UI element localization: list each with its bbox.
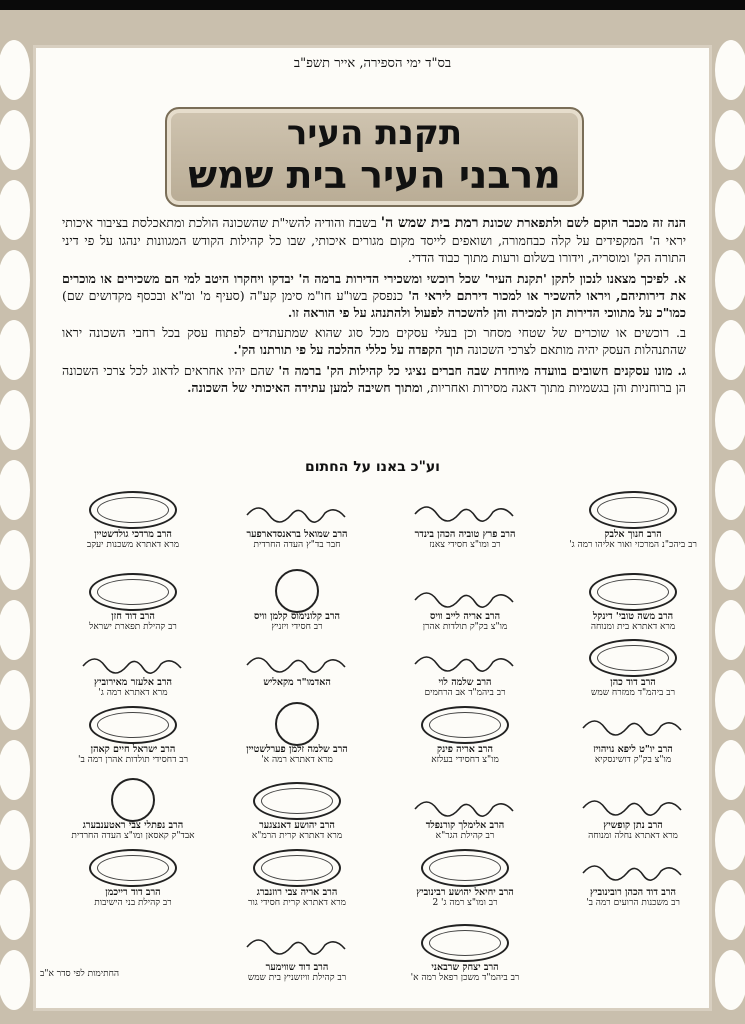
frame-scallop bbox=[715, 880, 745, 940]
section-b-text: ב. רוכשים או שוכרים של שטחי מסחר וכן בעלי עסקים מכל סוג שהוא שמתעתדים לפתוח עסק בכל רחבי השכונה יראו שהתנהלות העסק יהיה מותאם לצרכי השכונה bbox=[62, 325, 686, 358]
signature-mark bbox=[212, 776, 382, 820]
frame-scallop bbox=[0, 950, 30, 1010]
frame-scallop bbox=[0, 110, 30, 170]
intro-lead: הנה זה מכבר הוקם לשם ולתפארת שכונת bbox=[482, 215, 686, 230]
signer-name: הרב שלמה לוי bbox=[438, 677, 492, 688]
signer-role: רב ומו"צ רמה ג' 2 bbox=[432, 898, 498, 908]
signature-block bbox=[548, 485, 718, 551]
signer-role: מרא דאתרא רמה א' bbox=[261, 755, 333, 765]
signature-block bbox=[380, 485, 550, 551]
handwritten-signature-icon bbox=[242, 637, 352, 677]
signer-name: הרב משה טובי' דינקל bbox=[592, 611, 674, 622]
section-a-text: כנפסק בשו"ע חו"מ סימן קע"ה (סעיף מ' ומ"א ובכסף מקדושים שם) bbox=[62, 287, 403, 303]
signature-mark bbox=[380, 776, 550, 820]
signature-block bbox=[380, 843, 550, 909]
signature-mark bbox=[212, 918, 382, 962]
frame-scallop bbox=[715, 320, 745, 380]
frame-scallop bbox=[715, 810, 745, 870]
signer-role: רב ביהכ"נ המרכזי ואור אליהו רמה ג' bbox=[569, 540, 697, 550]
stamp-icon bbox=[253, 849, 341, 887]
frame-scallop bbox=[0, 880, 30, 940]
signature-mark bbox=[548, 776, 718, 820]
signature-mark bbox=[212, 485, 382, 529]
signature-block bbox=[548, 567, 718, 633]
signature-mark bbox=[548, 700, 718, 744]
signer-name: הרב אריה פינק bbox=[437, 744, 493, 755]
signature-mark bbox=[48, 843, 218, 887]
frame-scallop bbox=[0, 670, 30, 730]
title-line-1: תקנת העיר bbox=[286, 113, 463, 153]
intro-place: רמת בית שמש ה' bbox=[380, 215, 479, 231]
handwritten-signature-icon bbox=[410, 571, 520, 611]
intro-text: בשבח והודיה להשי"ת שהשכונה הולכת ומתאכלסת בציבור איכותי יראי ה' המקפידים על קלה כבחמורה, ושואפים לייסד מקום מגורים איכותי, שבו כל קהילות הקודש המגוונות ינהגו על פי דיני התורה הק' ומוסריה, וידורו בשלום ורעות מתוך כבוד הדדי. bbox=[62, 215, 686, 266]
stamp-icon bbox=[421, 924, 509, 962]
signer-name: הרב נתן קופשיץ bbox=[603, 820, 663, 831]
signer-role: רב חסידי ויזניץ bbox=[271, 622, 323, 632]
frame-scallop bbox=[0, 180, 30, 240]
frame-scallop bbox=[715, 180, 745, 240]
frame-scallop bbox=[0, 250, 30, 310]
top-bar bbox=[0, 0, 745, 10]
frame-scallop bbox=[715, 110, 745, 170]
signer-role: חבר בד"ץ העדה החרדית bbox=[253, 540, 341, 550]
signer-name: הרב נפתלי צבי ראטענבערג bbox=[82, 820, 184, 831]
signer-role: מו"צ בק"ק דושינסקיא bbox=[594, 755, 672, 765]
signer-role: מרא דאתרא משכנות יעקב bbox=[86, 540, 180, 550]
signer-name: הרב שמואל בראנסדארפער bbox=[246, 529, 348, 540]
signer-role: מרא דאתרא רמה ג' bbox=[98, 688, 168, 698]
frame-scallop bbox=[715, 950, 745, 1010]
stamp-icon bbox=[275, 569, 319, 613]
signer-name: הרב אריה לייב וויס bbox=[429, 611, 501, 622]
signature-mark bbox=[212, 633, 382, 677]
handwritten-signature-icon bbox=[78, 637, 188, 677]
signature-block bbox=[380, 918, 550, 984]
signer-name: הרב דוד כהן bbox=[610, 677, 656, 688]
signature-mark bbox=[548, 633, 718, 677]
signature-mark bbox=[212, 700, 382, 744]
signature-block bbox=[48, 700, 218, 766]
signer-name: הרב יחיאל יהושע רבינוביץ bbox=[416, 887, 514, 898]
frame-scallop bbox=[0, 810, 30, 870]
signature-block bbox=[48, 485, 218, 551]
signature-block bbox=[212, 633, 382, 688]
signer-name: הרב דוד הכהן רובינוביץ bbox=[590, 887, 676, 898]
handwritten-signature-icon bbox=[578, 704, 688, 744]
signature-mark bbox=[380, 918, 550, 962]
signer-role: מרא דאתרא בית ומנוחה bbox=[590, 622, 676, 632]
signature-mark bbox=[548, 485, 718, 529]
section-b-bold: תוך הקפדה על כללי ההלכה על פי תורתנו הק'. bbox=[233, 342, 464, 358]
signed-heading: וע"כ באנו על החתום bbox=[304, 459, 440, 475]
signature-mark bbox=[548, 567, 718, 611]
signature-order-note: החתימות לפי סדר א"ב bbox=[40, 969, 120, 979]
signature-mark bbox=[48, 700, 218, 744]
signer-name: הרב אלעזר מאירוביץ bbox=[94, 677, 172, 688]
handwritten-signature-icon bbox=[410, 780, 520, 820]
stamp-icon bbox=[421, 706, 509, 744]
stamp-icon bbox=[89, 706, 177, 744]
frame-scallop bbox=[715, 390, 745, 450]
stamp-icon bbox=[89, 573, 177, 611]
signature-block bbox=[212, 776, 382, 842]
signature-mark bbox=[48, 776, 218, 820]
signer-name: הרב יהושע דאנצגער bbox=[259, 820, 335, 831]
section-c-text: שהם יהיו אחראים לדאוג לכל צרכי השכונה הן ברוחניות והן בגשמיות מתוך דאגה מסירות ואחריות, bbox=[62, 362, 686, 395]
signature-block bbox=[548, 633, 718, 699]
signature-mark bbox=[380, 567, 550, 611]
signature-mark bbox=[380, 485, 550, 529]
section-a-bold: א. לפיכך מצאנו לנכון לתקן 'תקנת העיר' שכל רוכשי ומשכירי הדירות ברמה ה' יבדקו ויחקרו היטב למי הם משכירים או מוכרים את דירותיהם, ויראו להשכיר או למכור דירתם ליראי ה' bbox=[62, 270, 686, 303]
signature-block bbox=[48, 567, 218, 633]
title-line-2: מרבני העיר בית שמש bbox=[188, 153, 561, 197]
signature-block bbox=[380, 567, 550, 633]
signer-name: הרב דוד חזן bbox=[111, 611, 155, 622]
frame-scallop bbox=[0, 390, 30, 450]
section-c bbox=[62, 362, 686, 396]
signer-role: מרא דאתרא קרית חסידי גור bbox=[248, 898, 346, 908]
frame-scallop bbox=[715, 670, 745, 730]
signer-role: רב ביהמ"ד אב הרחמים bbox=[424, 688, 506, 698]
signer-role: מרא דאתרא קרית הרמ"א bbox=[251, 831, 343, 841]
section-a bbox=[62, 270, 686, 322]
signature-block bbox=[380, 633, 550, 699]
stamp-icon bbox=[589, 639, 677, 677]
section-c-bold: ג. מונו עסקנים חשובים בוועדה מיוחדת שבה חברים נציגי כל קהילות הק' ברמה ה' bbox=[278, 362, 686, 378]
stamp-icon bbox=[275, 702, 319, 746]
signer-name: הרב יצחק שרבאני bbox=[431, 962, 499, 973]
signer-name: הרב חנוך אלבק bbox=[604, 529, 662, 540]
signer-role: רב קהילת תפארת ישראל bbox=[89, 622, 177, 632]
signer-name: הרב אלימלך קורנפלד bbox=[425, 820, 505, 831]
handwritten-signature-icon bbox=[242, 922, 352, 962]
signer-name: הרב מרדכי גולדשטיין bbox=[94, 529, 172, 540]
signer-role: רב דחסידי תולדות אהרן רמה ב' bbox=[77, 755, 189, 765]
signer-role: אבד"ק קאסאן ומו"צ העדה החרדית bbox=[71, 831, 195, 841]
signer-name: הרב שלמה זלמן פערלשטיין bbox=[246, 744, 348, 755]
signature-block bbox=[548, 700, 718, 766]
date-line: בס"ד ימי הספירה, אייר תשפ"ב bbox=[293, 56, 452, 71]
signer-role: רב משכנות הרועים רמה ב' bbox=[586, 898, 680, 908]
signature-block bbox=[48, 843, 218, 909]
signature-mark bbox=[48, 633, 218, 677]
signature-block bbox=[212, 918, 382, 984]
signer-name: האדמו"ר מקאליש bbox=[263, 677, 331, 688]
title-plaque bbox=[165, 107, 584, 207]
signature-block bbox=[380, 776, 550, 842]
handwritten-signature-icon bbox=[410, 489, 520, 529]
handwritten-signature-icon bbox=[578, 780, 688, 820]
signature-mark bbox=[48, 567, 218, 611]
signature-block bbox=[212, 843, 382, 909]
signer-name: הרב דוד שווימער bbox=[265, 962, 329, 973]
signature-block bbox=[548, 843, 718, 909]
frame-scallop bbox=[0, 740, 30, 800]
signature-mark bbox=[48, 485, 218, 529]
signer-role: מרא דאתרא נחלה ומנוחה bbox=[588, 831, 678, 841]
section-b bbox=[62, 324, 686, 358]
signer-role: רב קהילת הגר"א bbox=[435, 831, 495, 841]
signer-role: רב ביהמ"ד ממזרח שמש bbox=[590, 688, 676, 698]
signature-mark bbox=[380, 700, 550, 744]
frame-scallop bbox=[0, 600, 30, 660]
frame-scallop bbox=[0, 320, 30, 380]
intro-paragraph bbox=[62, 214, 686, 267]
signature-block bbox=[212, 567, 382, 633]
signature-block bbox=[212, 700, 382, 766]
signer-name: הרב יו"ט ליפא נויהויז bbox=[593, 744, 673, 755]
stamp-icon bbox=[589, 491, 677, 529]
decree-body bbox=[62, 214, 686, 399]
signer-role: מו"צ בק"ק תולדות אהרן bbox=[422, 622, 508, 632]
signer-role: רב ביהמ"ד משכן רפאל רמה א' bbox=[410, 973, 520, 983]
stamp-icon bbox=[111, 778, 155, 822]
signer-name: הרב פרץ טוביה הכהן בינדר bbox=[414, 529, 516, 540]
signature-block bbox=[548, 776, 718, 842]
section-c-end: ומתוך חשיבה למען עתידה האיכותי של השכונה. bbox=[187, 379, 423, 395]
frame-scallop bbox=[715, 740, 745, 800]
stamp-icon bbox=[89, 491, 177, 529]
frame-scallop bbox=[0, 530, 30, 590]
frame-scallop bbox=[715, 530, 745, 590]
signature-block bbox=[380, 700, 550, 766]
frame-scallop bbox=[715, 600, 745, 660]
signer-name: הרב דוד רייכמן bbox=[105, 887, 161, 898]
signer-name: הרב קלונימוס קלמן וויס bbox=[254, 611, 340, 622]
handwritten-signature-icon bbox=[242, 489, 352, 529]
signer-role: רב ומו"צ חסידי צאנז bbox=[429, 540, 501, 550]
signature-mark bbox=[548, 843, 718, 887]
signer-role: רב קהילת בני הישיבות bbox=[94, 898, 172, 908]
stamp-icon bbox=[89, 849, 177, 887]
signer-name: הרב ישראל חיים קאהן bbox=[90, 744, 176, 755]
frame-scallop bbox=[715, 250, 745, 310]
signature-mark bbox=[380, 633, 550, 677]
signature-block bbox=[48, 633, 218, 699]
handwritten-signature-icon bbox=[410, 637, 520, 677]
signature-mark bbox=[212, 843, 382, 887]
section-a-end: כמו"כ על מתווכי הדירות הן למכירה והן להשכרה לפעול ולהתנהג על פי הוראה זו. bbox=[287, 305, 686, 321]
stamp-icon bbox=[421, 849, 509, 887]
signer-role: מו"צ דחסידי בעלזא bbox=[431, 755, 499, 765]
handwritten-signature-icon bbox=[578, 847, 688, 887]
signature-block bbox=[212, 485, 382, 551]
signer-name: הרב אריה צבי רוזנברג bbox=[256, 887, 338, 898]
stamp-icon bbox=[253, 782, 341, 820]
signature-mark bbox=[380, 843, 550, 887]
signature-mark bbox=[212, 567, 382, 611]
signer-role: רב קהילת וויזשניץ בית שמש bbox=[247, 973, 347, 983]
stamp-icon bbox=[589, 573, 677, 611]
signature-block bbox=[48, 776, 218, 842]
